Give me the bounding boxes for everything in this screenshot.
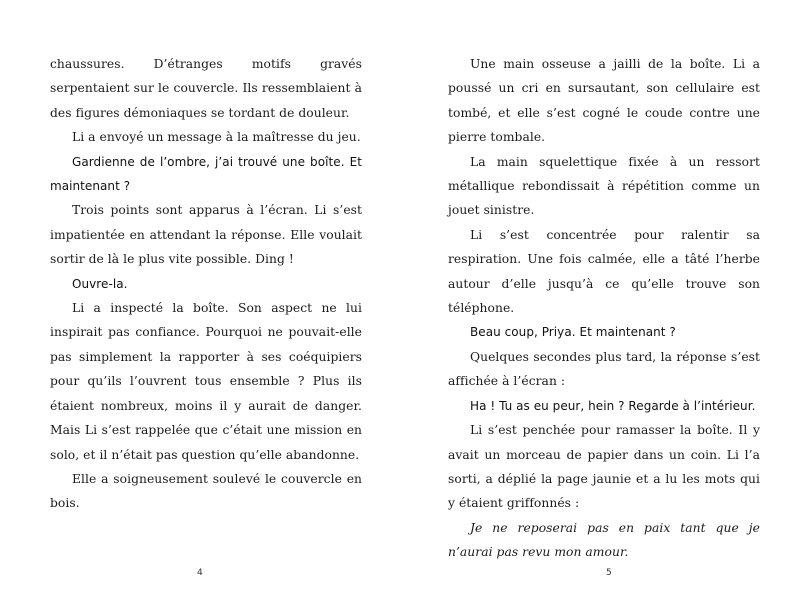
right-page [448, 52, 760, 565]
left-paragraph-3: Trois points sont apparus à l’écran. Li s’est impatientée en attendant la réponse. Elle voulait sortir de là le plus vite possible. Ding ! [50, 203, 362, 267]
right-paragraph-3: Li s’est concentrée pour ralentir sa respiration. Une fois calmée, elle a tâté l’herbe autour d’elle jusqu’à ce qu’elle trouve son téléphone. [448, 227, 760, 316]
right-paragraph-5: Li s’est penchée pour ramasser la boîte. Il y avait un morceau de papier dans un coin. Li l’a sorti, a déplié la page jaunie et a lu les mots qui y étaient griffonnés : [448, 423, 760, 511]
left-paragraph-4: Li a inspecté la boîte. Son aspect ne lui inspirait pas confiance. Pourquoi ne pouvait-elle pas simplement la rapporter à ses coéquipiers pour qu’ils l’ouvrent tous ensemble ? Plus ils étaient nombreux, moins il y aurait de danger. Mais Li s’est rappelée que c’était une mission en solo, et il n’était pas question qu’elle abandonne. [50, 301, 362, 462]
left-message-2: Ouvre-la. [72, 276, 128, 291]
page-number-right: 5 [606, 568, 612, 578]
right-message-1: Beau coup, Priya. Et maintenant ? [470, 325, 676, 340]
right-italic-note: Je ne reposerai pas en paix tant que je n’aurai pas revu mon amour. [448, 520, 760, 560]
right-message-2: Ha ! Tu as eu peur, hein ? Regarde à l’intérieur. [470, 398, 756, 413]
right-paragraph-4: Quelques secondes plus tard, la réponse s’est affichée à l’écran : [448, 349, 760, 389]
left-paragraph-2: Li a envoyé un message à la maîtresse du jeu. [72, 130, 361, 145]
left-paragraph-5: Elle a soigneusement soulevé le couvercle en bois. [50, 471, 362, 511]
left-message-1: Gardienne de l’ombre, j’ai trouvé une boîte. Et maintenant ? [50, 154, 362, 194]
left-page [50, 52, 362, 516]
right-paragraph-1: Une main osseuse a jailli de la boîte. Li a poussé un cri en sursautant, son cellulaire est tombé, et elle s’est cogné le coude contre une pierre tombale. [448, 57, 760, 145]
page-number-left: 4 [197, 568, 203, 578]
left-paragraph-1: chaussures. D’étranges motifs gravés serpentaient sur le couvercle. Ils ressemblaient à des figures démoniaques se tordant de douleur. [50, 57, 362, 120]
right-paragraph-2: La main squelettique fixée à un ressort métallique rebondissait à répétition comme un jouet sinistre. [448, 154, 760, 218]
